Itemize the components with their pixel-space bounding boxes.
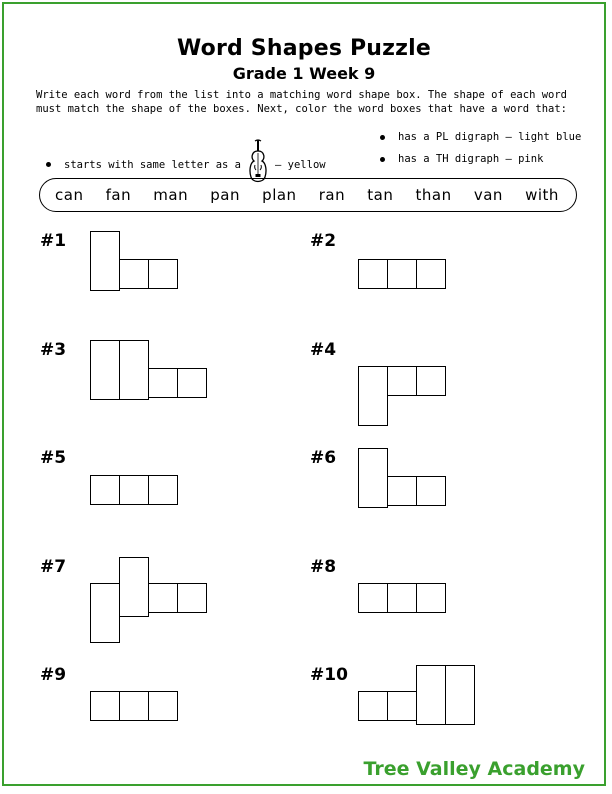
word-bank-word: with — [525, 186, 559, 204]
bullet-pl-text: has a PL digraph – light blue — [398, 131, 582, 143]
word-bank — [39, 178, 577, 212]
bullet-violin-color: – yellow — [275, 158, 326, 171]
word-bank-word: van — [473, 186, 503, 204]
letter-box-short[interactable] — [387, 476, 417, 506]
page-subtitle: Grade 1 Week 9 — [232, 64, 376, 83]
letter-box-tall[interactable] — [90, 231, 120, 291]
word-bank-word: pan — [210, 186, 240, 204]
letter-box-tall[interactable] — [416, 665, 446, 725]
word-bank-word: fan — [105, 186, 132, 204]
puzzle-label-1: #1 — [40, 231, 67, 251]
letter-box-short[interactable] — [90, 691, 120, 721]
puzzle-label-4: #4 — [310, 340, 337, 360]
letter-box-tall[interactable] — [119, 557, 149, 617]
letter-box-descender[interactable] — [358, 366, 388, 426]
word-bank-word: man — [153, 186, 189, 204]
word-bank-word: tan — [367, 186, 394, 204]
word-bank-word: plan — [262, 186, 297, 204]
bullet-th-text: has a TH digraph – pink — [398, 153, 544, 165]
letter-box-short[interactable] — [119, 691, 149, 721]
puzzle-label-2: #2 — [310, 231, 337, 251]
letter-box-short[interactable] — [177, 583, 207, 613]
word-bank-word: ran — [318, 186, 346, 204]
letter-box-short[interactable] — [416, 476, 446, 506]
worksheet-page — [2, 2, 606, 786]
letter-box-short[interactable] — [148, 691, 178, 721]
word-bank-word: can — [55, 186, 84, 204]
letter-box-tall[interactable] — [90, 340, 120, 400]
letter-box-short[interactable] — [416, 366, 446, 396]
letter-box-short[interactable] — [148, 368, 178, 398]
puzzle-label-7: #7 — [40, 557, 67, 577]
letter-box-short[interactable] — [119, 259, 149, 289]
instructions — [36, 88, 581, 116]
word-bank-word: than — [415, 186, 452, 204]
letter-box-short[interactable] — [416, 583, 446, 613]
letter-box-tall[interactable] — [358, 448, 388, 508]
letter-box-short[interactable] — [358, 691, 388, 721]
instructions-line-1: Write each word from the list into a matching word shape box. The shape of each word — [36, 89, 568, 101]
letter-box-short[interactable] — [387, 691, 417, 721]
letter-box-short[interactable] — [358, 259, 388, 289]
letter-box-short[interactable] — [119, 475, 149, 505]
letter-box-short[interactable] — [387, 366, 417, 396]
bullet-dot — [380, 157, 385, 162]
letter-box-short[interactable] — [358, 583, 388, 613]
letter-box-short[interactable] — [148, 583, 178, 613]
instructions-line-2: must match the shape of the boxes. Next, color the word boxes that have a word that: — [36, 103, 568, 115]
letter-box-tall[interactable] — [445, 665, 475, 725]
puzzle-label-10: #10 — [310, 665, 348, 685]
letter-box-short[interactable] — [148, 259, 178, 289]
letter-box-short[interactable] — [387, 259, 417, 289]
letter-box-descender[interactable] — [90, 583, 120, 643]
letter-box-short[interactable] — [387, 583, 417, 613]
puzzle-label-9: #9 — [40, 665, 67, 685]
letter-box-short[interactable] — [90, 475, 120, 505]
bullet-dot — [46, 162, 51, 167]
letter-box-short[interactable] — [148, 475, 178, 505]
brand-footer: Tree Valley Academy — [363, 758, 585, 780]
letter-box-short[interactable] — [416, 259, 446, 289]
page-title: Word Shapes Puzzle — [176, 36, 432, 61]
bullet-th-pink — [380, 153, 543, 165]
letter-box-tall[interactable] — [119, 340, 149, 400]
bullet-violin-text: starts with same letter as a — [64, 158, 242, 171]
bullet-dot — [380, 135, 385, 140]
puzzle-label-3: #3 — [40, 340, 67, 360]
bullet-pl-blue — [380, 131, 581, 143]
puzzle-label-8: #8 — [310, 557, 337, 577]
puzzle-label-6: #6 — [310, 448, 337, 468]
letter-box-short[interactable] — [177, 368, 207, 398]
puzzle-label-5: #5 — [40, 448, 67, 468]
